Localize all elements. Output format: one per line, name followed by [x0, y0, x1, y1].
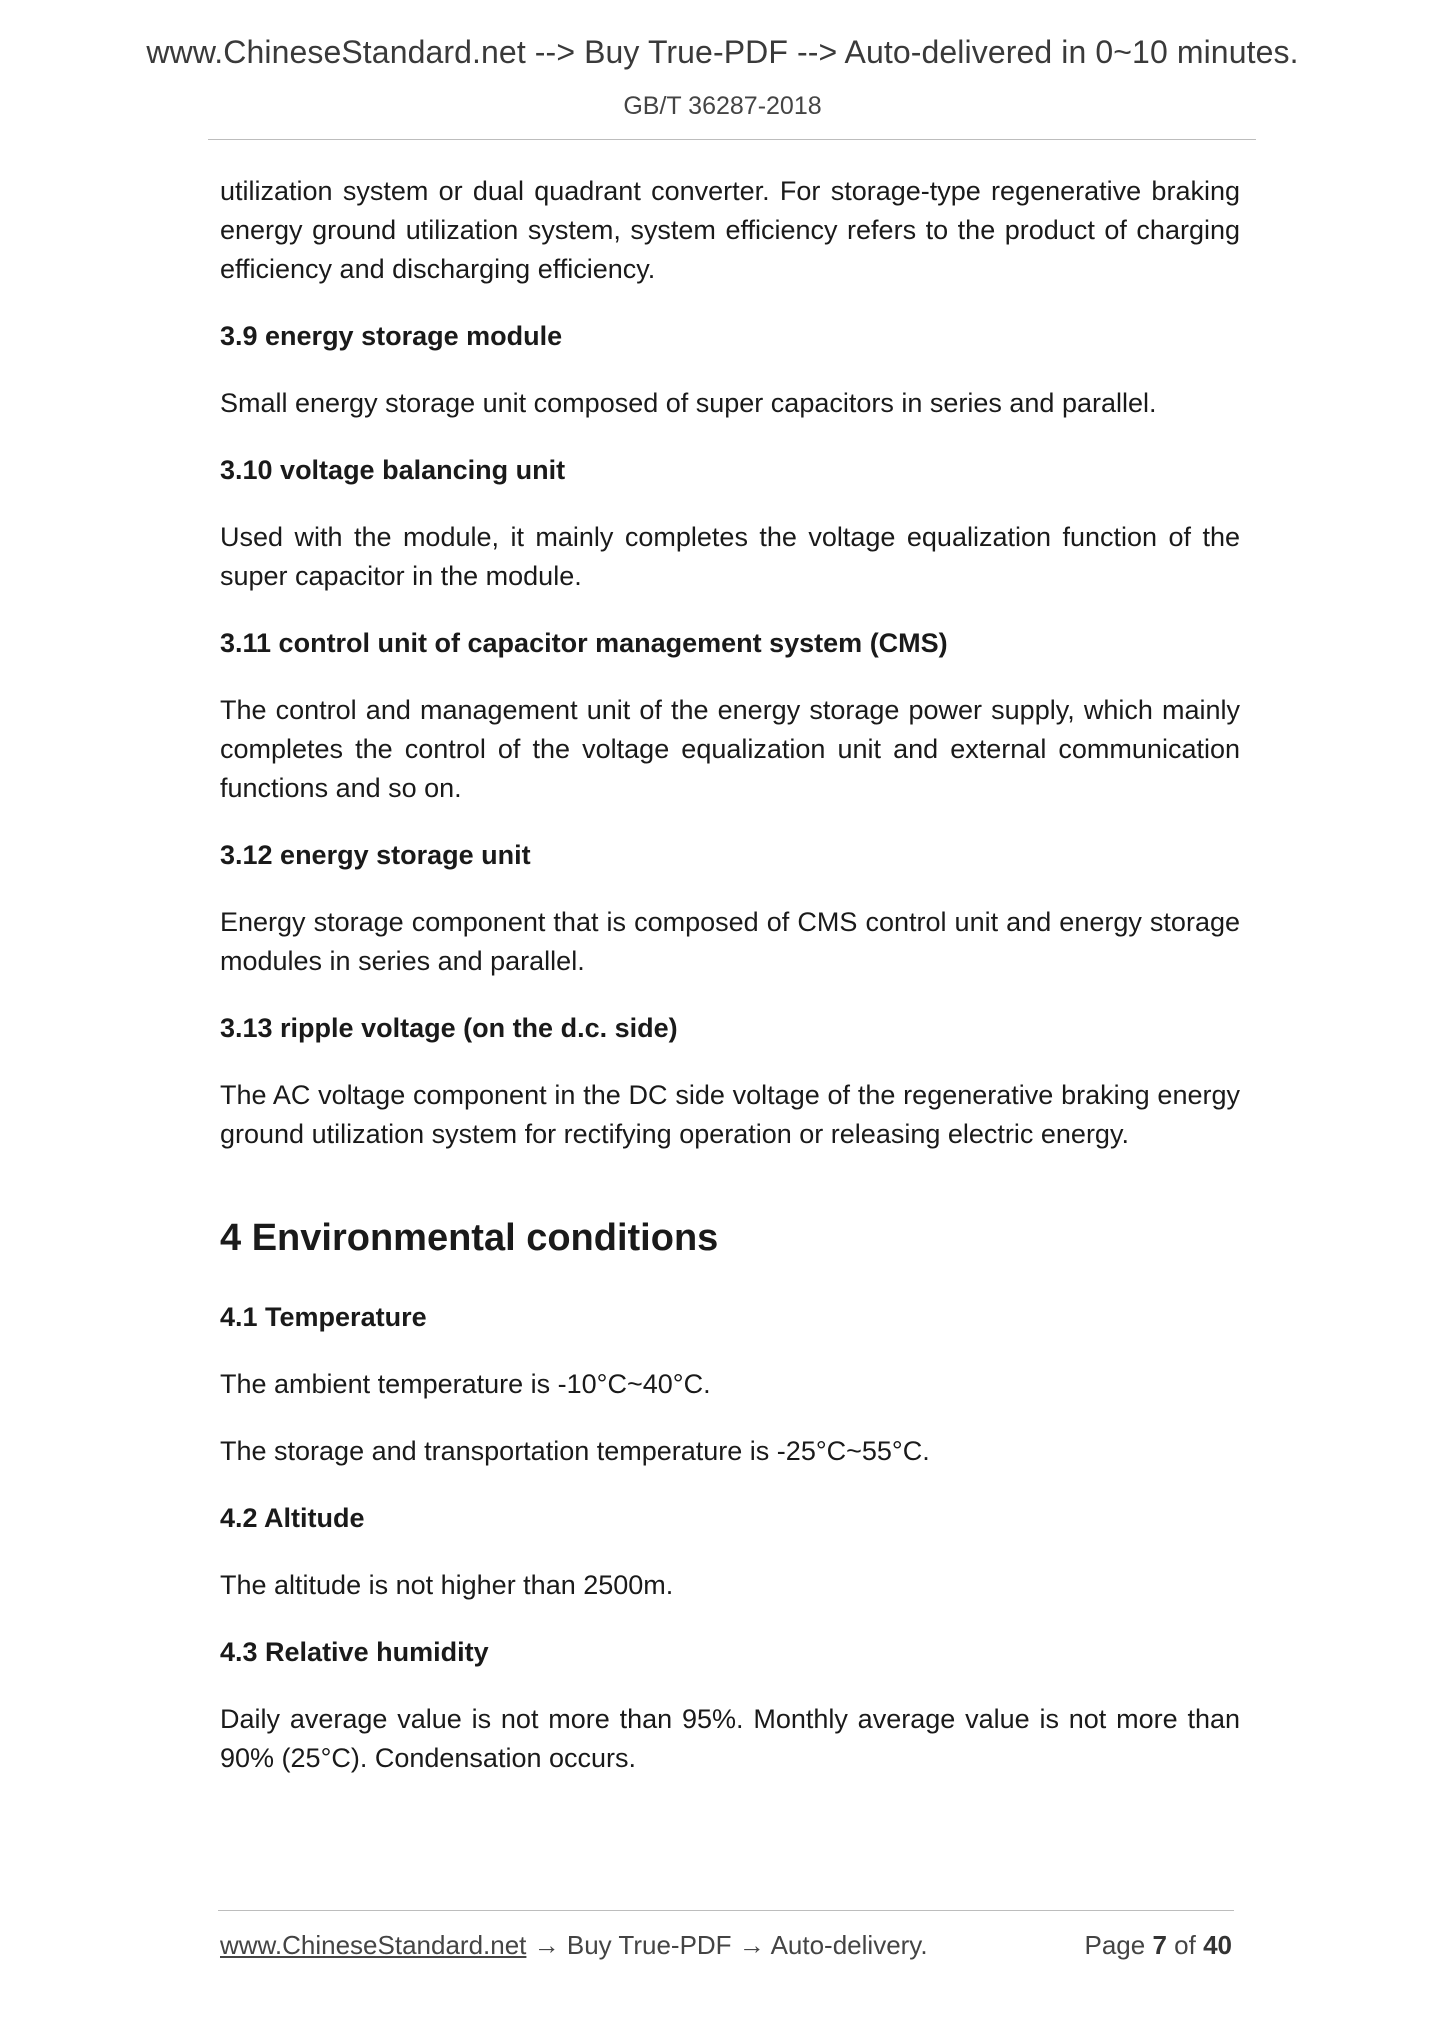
of-word: of [1174, 1930, 1196, 1960]
clause-heading-4-2: 4.2 Altitude [220, 1503, 365, 1533]
clause-heading-3-11: 3.11 control unit of capacitor management system (CMS) [220, 628, 948, 658]
page-content [220, 172, 1240, 1806]
clause-heading-3-9: 3.9 energy storage module [220, 321, 563, 351]
paragraph-3-12: Energy storage component that is composed of CMS control unit and energy storage modules in series and parallel. [220, 907, 1240, 976]
footer-divider [218, 1910, 1234, 1911]
paragraph-intro: utilization system or dual quadrant converter. For storage-type regenerative braking energy ground utilization system, system efficiency refers to the product of charging efficiency and discharging efficiency. [220, 176, 1240, 284]
footer-site-link[interactable]: www.ChineseStandard.net [220, 1930, 527, 1960]
page-number: 7 [1152, 1930, 1167, 1960]
header-divider [208, 139, 1256, 140]
paragraph-3-9: Small energy storage unit composed of super capacitors in series and parallel. [220, 388, 1157, 418]
document-code: GB/T 36287-2018 [623, 92, 822, 120]
paragraph-4-1-storage: The storage and transportation temperature is -25°C~55°C. [220, 1436, 930, 1466]
clause-heading-3-12: 3.12 energy storage unit [220, 840, 531, 870]
paragraph-4-3: Daily average value is not more than 95%. Monthly average value is not more than 90% (25°C). Condensation occurs. [220, 1704, 1240, 1773]
top-banner: www.ChineseStandard.net --> Buy True-PDF --> Auto-delivered in 0~10 minutes. [146, 34, 1299, 70]
paragraph-4-1-ambient: The ambient temperature is -10°C~40°C. [220, 1369, 711, 1399]
clause-heading-4-1: 4.1 Temperature [220, 1302, 427, 1332]
clause-heading-4-3: 4.3 Relative humidity [220, 1637, 489, 1667]
paragraph-3-10: Used with the module, it mainly completes the voltage equalization function of the super capacitor in the module. [220, 522, 1240, 591]
clause-heading-3-13: 3.13 ripple voltage (on the d.c. side) [220, 1013, 678, 1043]
footer-tagline: → Buy True-PDF → Auto-delivery. [526, 1930, 928, 1960]
paragraph-4-2: The altitude is not higher than 2500m. [220, 1570, 674, 1600]
page-indicator [1084, 1930, 1232, 1961]
paragraph-3-11: The control and management unit of the energy storage power supply, which mainly completes the control of the voltage equalization unit and external communication functions and so on. [220, 695, 1240, 803]
page-total: 40 [1203, 1930, 1232, 1960]
chapter-heading-4: 4 Environmental conditions [220, 1217, 719, 1259]
footer-left [220, 1930, 928, 1961]
page-footer [220, 1930, 1232, 1966]
clause-heading-3-10: 3.10 voltage balancing unit [220, 455, 566, 485]
page-word: Page [1084, 1930, 1146, 1960]
paragraph-3-13: The AC voltage component in the DC side voltage of the regenerative braking energy ground utilization system for rectifying operation or releasing electric energy. [220, 1080, 1240, 1149]
